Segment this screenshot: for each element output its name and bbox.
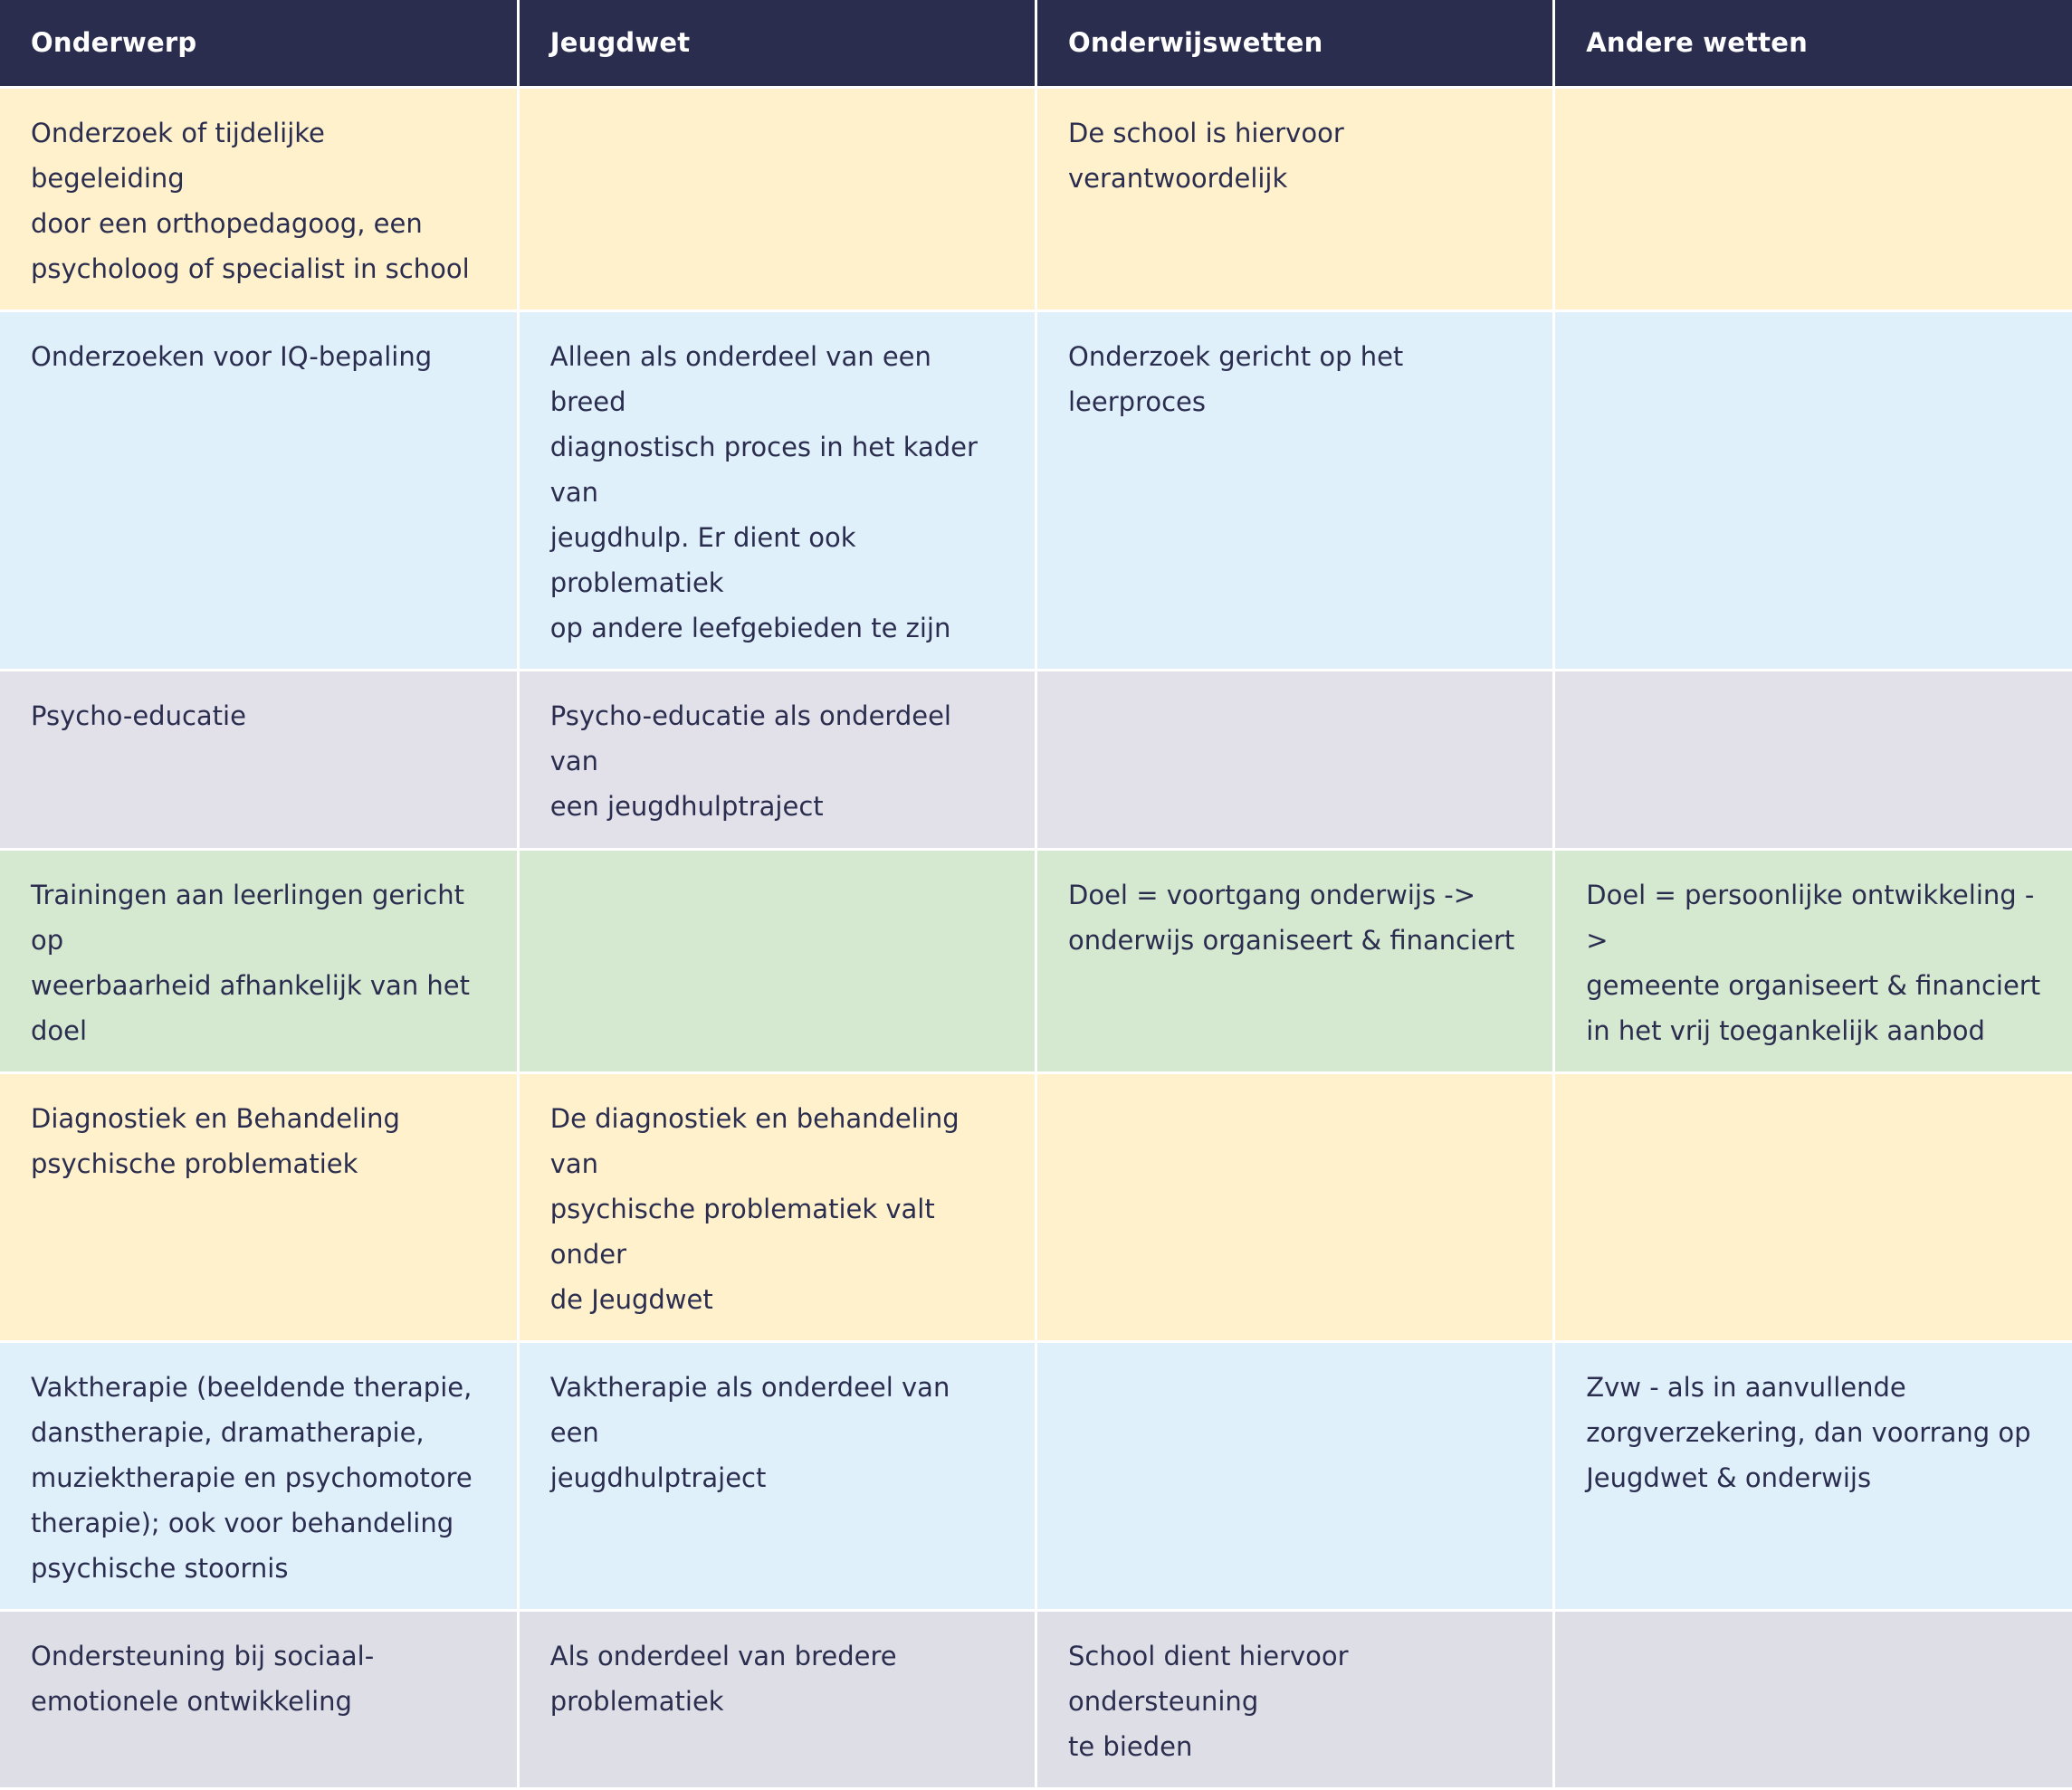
cell-andere-wetten [1554, 670, 2072, 849]
cell-andere-wetten [1554, 1610, 2072, 1788]
cell-andere-wetten [1554, 1072, 2072, 1341]
cell-onderwerp: Ondersteuning bij sociaal- emotionele ontwikkeling [0, 1610, 518, 1788]
table-row [0, 1610, 2072, 1788]
table-row [0, 1341, 2072, 1610]
cell-jeugdwet: Als onderdeel van bredere problematiek [518, 1610, 1036, 1788]
cell-jeugdwet [518, 87, 1036, 310]
header-andere-wetten: Andere wetten [1554, 0, 2072, 87]
table-row [0, 670, 2072, 849]
cell-andere-wetten: Zvw - als in aanvullende zorgverzekering, dan voorrang op Jeugdwet & onderwijs [1554, 1341, 2072, 1610]
cell-onderwijswetten: Onderzoek gericht op het leerproces [1036, 310, 1554, 670]
cell-jeugdwet: Alleen als onderdeel van een breed diagnostisch proces in het kader van jeugdhulp. Er dient ook problematiek op andere leefgebieden te zijn [518, 310, 1036, 670]
table-row [0, 87, 2072, 310]
cell-onderwijswetten: De school is hiervoor verantwoordelijk [1036, 87, 1554, 310]
cell-onderwijswetten [1036, 1341, 1554, 1610]
cell-andere-wetten [1554, 310, 2072, 670]
header-onderwijswetten: Onderwijswetten [1036, 0, 1554, 87]
table-row [0, 310, 2072, 670]
cell-onderwijswetten [1036, 1072, 1554, 1341]
cell-onderwerp: Diagnostiek en Behandeling psychische problematiek [0, 1072, 518, 1341]
cell-jeugdwet: De diagnostiek en behandeling van psychische problematiek valt onder de Jeugdwet [518, 1072, 1036, 1341]
cell-onderwijswetten: Doel = voortgang onderwijs -> onderwijs organiseert & financiert [1036, 849, 1554, 1072]
cell-jeugdwet: Vaktherapie als onderdeel van een jeugdhulptraject [518, 1341, 1036, 1610]
cell-andere-wetten [1554, 87, 2072, 310]
cell-onderwijswetten [1036, 670, 1554, 849]
cell-andere-wetten: Doel = persoonlijke ontwikkeling -> gemeente organiseert & financiert in het vrij toegankelijk aanbod [1554, 849, 2072, 1072]
cell-onderwerp: Onderzoeken voor IQ-bepaling [0, 310, 518, 670]
cell-onderwerp: Trainingen aan leerlingen gericht op weerbaarheid afhankelijk van het doel [0, 849, 518, 1072]
cell-jeugdwet [518, 849, 1036, 1072]
cell-onderwerp: Psycho-educatie [0, 670, 518, 849]
cell-jeugdwet: Psycho-educatie als onderdeel van een jeugdhulptraject [518, 670, 1036, 849]
cell-onderwijswetten: School dient hiervoor ondersteuning te bieden [1036, 1610, 1554, 1788]
header-onderwerp: Onderwerp [0, 0, 518, 87]
table-row [0, 1072, 2072, 1341]
cell-onderwerp: Vaktherapie (beeldende therapie, danstherapie, dramatherapie, muziektherapie en psychomotore therapie); ook voor behandeling psychische stoornis [0, 1341, 518, 1610]
table-row [0, 849, 2072, 1072]
header-jeugdwet: Jeugdwet [518, 0, 1036, 87]
cell-onderwerp: Onderzoek of tijdelijke begeleiding door een orthopedagoog, een psycholoog of specialist in school [0, 87, 518, 310]
header-row [0, 0, 2072, 87]
